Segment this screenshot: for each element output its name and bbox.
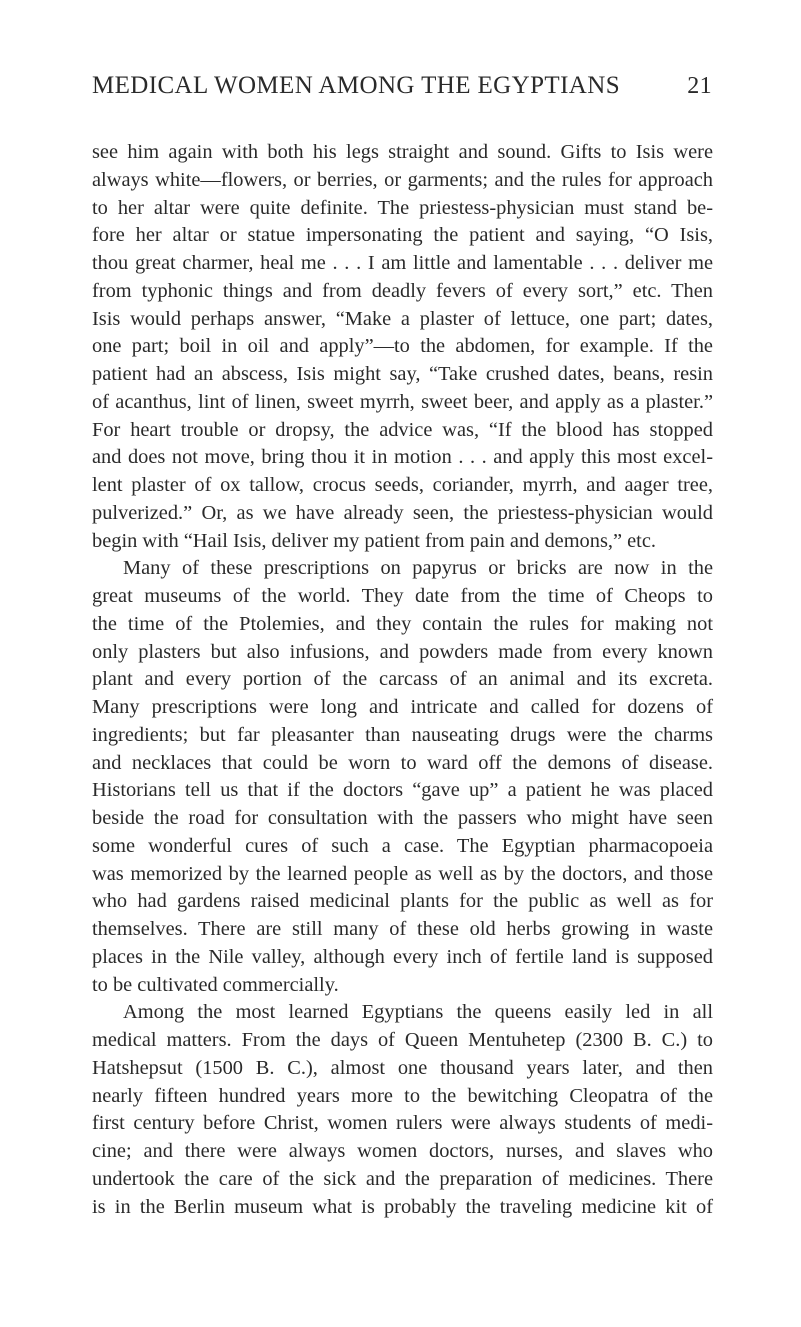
text-line: nearly fifteen hundred years more to the bewitching Cleopatra of the [92, 1084, 713, 1107]
text-line: who had gardens raised medicinal plants for the public as well as for [92, 890, 713, 913]
page-title: MEDICAL WOMEN AMONG THE EGYPTIANS [92, 72, 621, 99]
text-line: Many prescriptions were long and intricate and called for dozens of [92, 696, 713, 718]
text-line: only plasters but also infusions, and powders made from every known [92, 640, 713, 663]
text-line: to be cultivated commercially. [92, 973, 339, 996]
text-line: great museums of the world. They date from the time of Cheops to [92, 585, 713, 607]
text-line: Historians tell us that if the doctors “gave up” a patient he was placed [92, 779, 713, 802]
text-line: and necklaces that could be worn to ward off the demons of disease. [92, 751, 713, 774]
paragraph [92, 555, 713, 999]
text-line: always white—flowers, or berries, or garments; and the rules for approach [92, 168, 713, 191]
page-number: 21 [687, 73, 712, 99]
text-line: beside the road for consultation with the passers who might have seen [92, 807, 713, 829]
text-line: the time of the Ptolemies, and they contain the rules for making not [92, 612, 713, 635]
text-line: undertook the care of the sick and the preparation of medicines. There [92, 1167, 713, 1190]
text-line: themselves. There are still many of these old herbs growing in waste [92, 918, 713, 940]
text-line: fore her altar or statue impersonating the patient and saying, “O Isis, [92, 224, 713, 247]
paragraph [92, 139, 713, 555]
text-line: of acanthus, lint of linen, sweet myrrh, sweet beer, and apply as a plaster.” [92, 390, 713, 413]
paragraph [92, 999, 713, 1221]
text-line: is in the Berlin museum what is probably the traveling medicine kit of [92, 1195, 713, 1218]
text-line: see him again with both his legs straight and sound. Gifts to Isis were [92, 141, 713, 163]
text-line: pulverized.” Or, as we have already seen, the priestess-physician would [92, 501, 713, 524]
text-line: and does not move, bring thou it in motion . . . and apply this most excel- [92, 446, 713, 469]
text-line: Among the most learned Egyptians the queens easily led in all [123, 1001, 713, 1024]
text-line: first century before Christ, women rulers were always students of medi- [92, 1112, 713, 1135]
text-line: medical matters. From the days of Queen Mentuhetep (2300 B. C.) to [92, 1029, 713, 1051]
text-line: to her altar were quite definite. The priestess-physician must stand be- [92, 196, 713, 219]
text-line: from typhonic things and from deadly fevers of every sort,” etc. Then [92, 279, 713, 302]
text-line: For heart trouble or dropsy, the advice was, “If the blood has stopped [92, 418, 713, 441]
text-line: begin with “Hail Isis, deliver my patient from pain and demons,” etc. [92, 529, 656, 552]
text-line: Many of these prescriptions on papyrus or bricks are now in the [123, 557, 713, 580]
text-line: plant and every portion of the carcass of an animal and its excreta. [92, 668, 713, 691]
text-line: patient had an abscess, Isis might say, “Take crushed dates, beans, resin [92, 363, 713, 385]
body-text [92, 139, 713, 1221]
text-line: thou great charmer, heal me . . . I am little and lamentable . . . deliver me [92, 252, 713, 274]
text-line: places in the Nile valley, although every inch of fertile land is supposed [92, 945, 713, 968]
running-head [92, 72, 712, 106]
text-line: cine; and there were always women doctors, nurses, and slaves who [92, 1140, 713, 1162]
text-line: ingredients; but far pleasanter than nauseating drugs were the charms [92, 723, 713, 746]
text-line: some wonderful cures of such a case. The Egyptian pharmacopoeia [92, 834, 713, 857]
text-line: one part; boil in oil and apply”—to the abdomen, for example. If the [92, 335, 713, 358]
text-line: Hatshepsut (1500 B. C.), almost one thousand years later, and then [92, 1056, 713, 1079]
text-line: lent plaster of ox tallow, crocus seeds, coriander, myrrh, and aager tree, [92, 474, 713, 496]
text-line: was memorized by the learned people as well as by the doctors, and those [92, 862, 713, 885]
text-line: Isis would perhaps answer, “Make a plaster of lettuce, one part; dates, [92, 307, 713, 330]
